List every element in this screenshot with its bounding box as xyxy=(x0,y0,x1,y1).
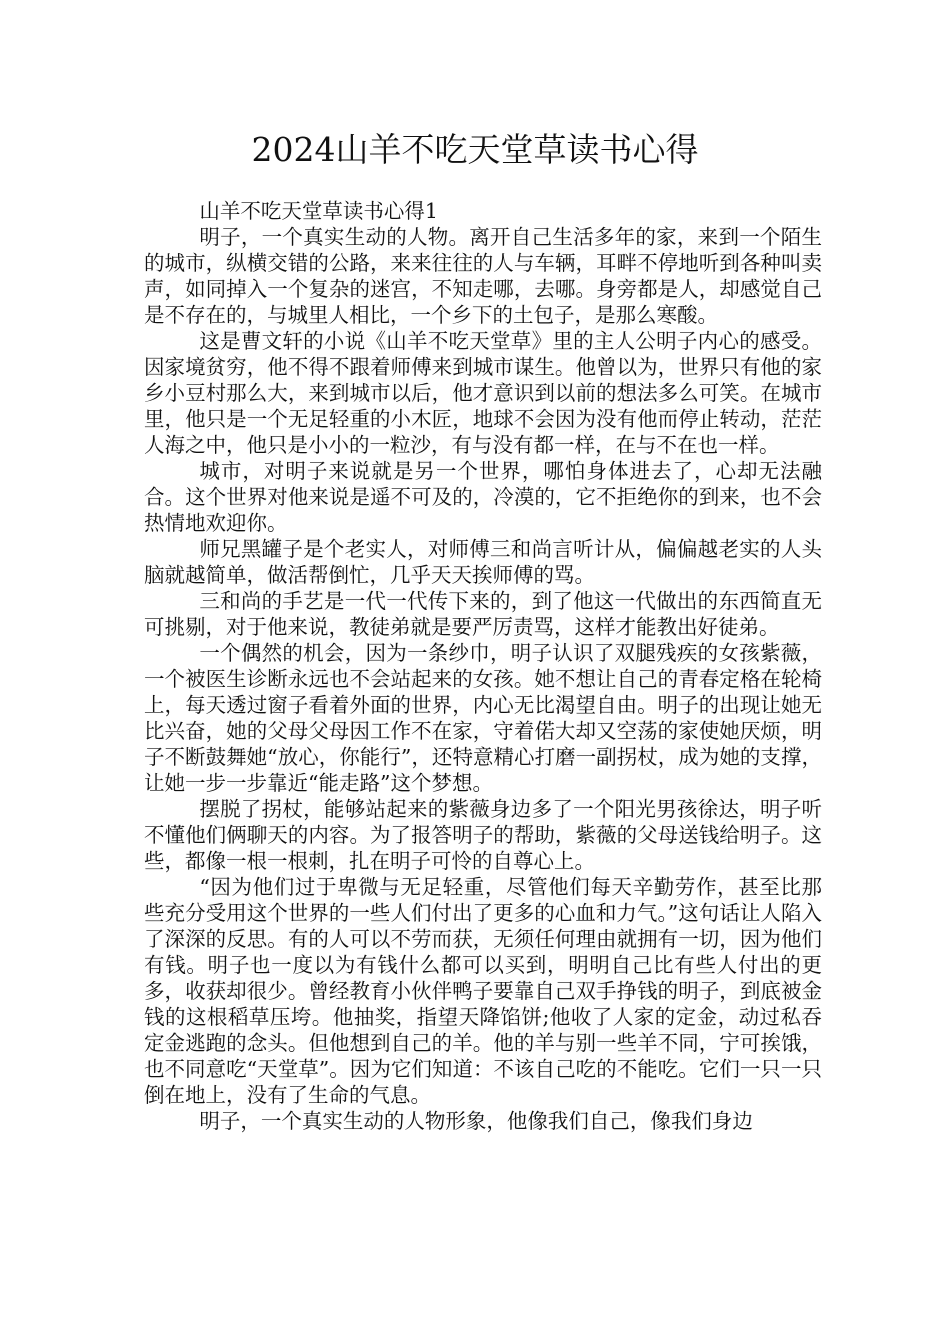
paragraph-2: 这是曹文轩的小说《山羊不吃天堂草》里的主人公明子内心的感受。因家境贫穷，他不得不跟着师傅来到城市谋生。他曾以为，世界只有他的家乡小豆村那么大，来到城市以后，他才意识到以前的想法多么可笑。在城市里，他只是一个无足轻重的小木匠，地球不会因为没有他而停止转动，茫茫人海之中，他只是小小的一粒沙，有与没有都一样，在与不在也一样。 xyxy=(144,329,822,457)
paragraph-1: 明子，一个真实生动的人物。离开自己生活多年的家，来到一个陌生的城市，纵横交错的公路，来来往往的人与车辆，耳畔不停地听到各种叫卖声，如同掉入一个复杂的迷宫，不知走哪，去哪。身旁都是人，却感觉自己是不存在的，与城里人相比，一个乡下的土包子，是那么寒酸。 xyxy=(144,225,822,327)
document-body xyxy=(144,198,822,1134)
paragraph-6: 一个偶然的机会，因为一条纱巾，明子认识了双腿残疾的女孩紫薇，一个被医生诊断永远也不会站起来的女孩。她不想让自己的青春定格在轮椅上，每天透过窗子看着外面的世界，内心无比渴望自由。明子的出现让她无比兴奋，她的父母父母因工作不在家，守着偌大却又空荡的家使她厌烦，明子不断鼓舞她“放心，你能行”，还特意精心打磨一副拐杖，成为她的支撑，让她一步一步靠近“能走路”这个梦想。 xyxy=(144,641,822,795)
document-title: 2024山羊不吃天堂草读书心得 xyxy=(251,130,699,169)
paragraph-8: “因为他们过于卑微与无足轻重，尽管他们每天辛勤劳作，甚至比那些充分受用这个世界的一些人们付出了更多的心血和力气。”这句话让人陷入了深深的反思。有的人可以不劳而获，无须任何理由就拥有一切，因为他们有钱。明子也一度以为有钱什么都可以买到，明明自己比有些人付出的更多，收获却很少。曾经教育小伙伴鸭子要靠自己双手挣钱的明子，到底被金钱的这根稻草压垮。他抽奖，指望天降馅饼;他收了人家的定金，动过私吞定金逃跑的念头。但他想到自己的羊。他的羊与别一些羊不同，宁可挨饿，也不同意吃“天堂草”。因为它们知道：不该自己吃的不能吃。它们一只一只倒在地上，没有了生命的气息。 xyxy=(144,875,822,1107)
paragraph-4: 师兄黑罐子是个老实人，对师傅三和尚言听计从，偏偏越老实的人头脑就越简单，做活帮倒忙，几乎天天挨师傅的骂。 xyxy=(144,537,822,587)
paragraph-9: 明子，一个真实生动的人物形象，他像我们自己，像我们身边 xyxy=(199,1109,753,1133)
paragraph-3: 城市，对明子来说就是另一个世界，哪怕身体进去了，心却无法融合。这个世界对他来说是遥不可及的，冷漠的，它不拒绝你的到来，也不会热情地欢迎你。 xyxy=(144,459,822,535)
paragraph-7: 摆脱了拐杖，能够站起来的紫薇身边多了一个阳光男孩徐达，明子听不懂他们俩聊天的内容。为了报答明子的帮助，紫薇的父母送钱给明子。这些，都像一根一根刺，扎在明子可怜的自尊心上。 xyxy=(144,797,822,873)
section-heading: 山羊不吃天堂草读书心得1 xyxy=(199,199,438,223)
paragraph-5: 三和尚的手艺是一代一代传下来的，到了他这一代做出的东西简直无可挑剔，对于他来说，教徒弟就是要严厉责骂，这样才能教出好徒弟。 xyxy=(144,589,822,639)
